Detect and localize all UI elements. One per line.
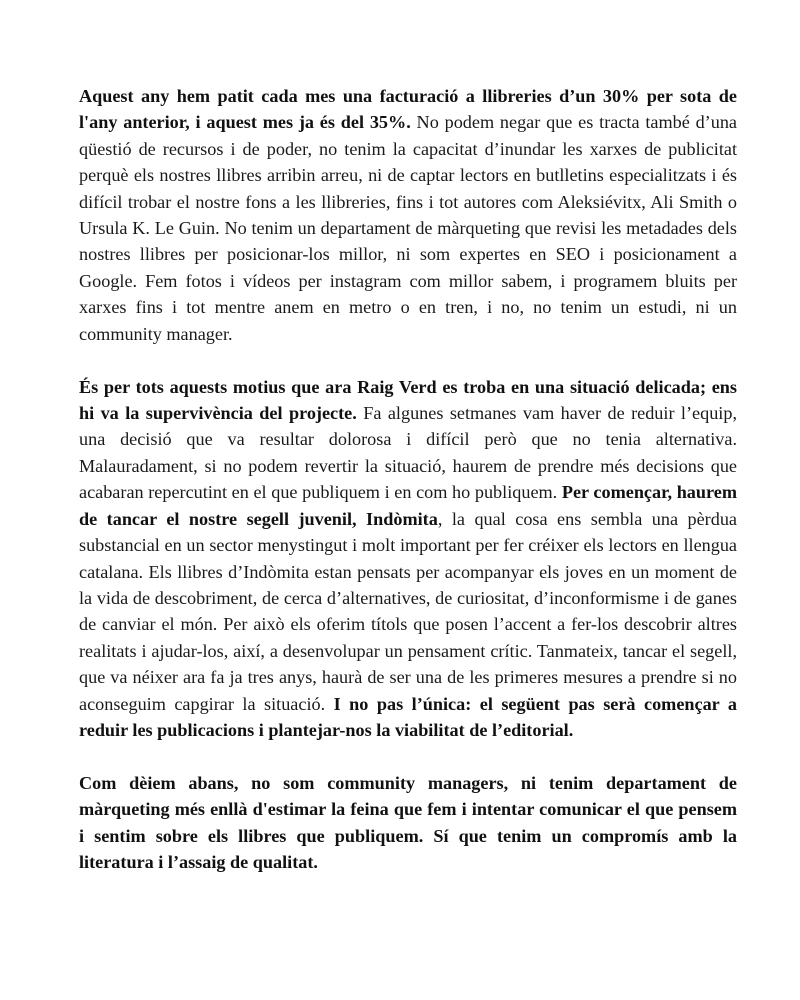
- bold-text: Per començar, haurem de tancar el nostre segell juvenil, Indòmita: [79, 482, 737, 529]
- body-text: , la qual cosa ens sembla una pèrdua substancial en un sector menystingut i molt important per fer créixer els lectors en llengua catalana. Els llibres d’Indòmita estan pensats per acompanyar els joves en un moment de la vida de descobriment, de cerca d’alternatives, de curiositat, d’inconformisme i de ganes de canviar el món. Per això els oferim títols que posen l’accent a fer-los descobrir altres realitats i ajudar-los, així, a desenvolupar un pensament crític. Tanmateix, tancar el segell, que va néixer ara fa ja tres anys, haurà de ser una de les primeres mesures a prendre si no aconseguim capgirar la situació.: [79, 508, 737, 714]
- body-text: No podem negar que es tracta també d’una qüestió de recursos i de poder, no tenim la capacitat d’inundar les xarxes de publicitat perquè els nostres llibres arribin arreu, ni de captar lectors en butlletins especialitzats i és difícil trobar el nostre fons a les llibreries, fins i tot autores com Aleksiévitx, Ali Smith o Ursula K. Le Guin. No tenim un departament de màrqueting que revisi les metadades dels nostres llibres per posicionar-los millor, ni som expertes en SEO i posicionament a Google. Fem fotos i vídeos per instagram com millor sabem, i programem bluits per xarxes fins i tot mentre anem en metro o en tren, i no, no tenim un estudi, ni un community manager.: [79, 112, 737, 344]
- paragraph-project-survival: [79, 374, 737, 744]
- bold-text: Aquest any hem patit cada mes una facturació a llibreries d’un 30% per sota de l'any anterior, i aquest mes ja és del 35%.: [79, 86, 737, 133]
- paragraph-commitment: [79, 770, 737, 876]
- bold-text: I no pas l’única: el següent pas serà començar a reduir les publicacions i plantejar-nos la viabilitat de l’editorial.: [79, 693, 738, 740]
- paragraph-sales-decline: [79, 83, 737, 347]
- bold-text: Com dèiem abans, no som community managers, ni tenim departament de màrqueting més enllà d'estimar la feina que fem i intentar comunicar el que pensem i sentim sobre els llibres que publiquem. Sí que tenim un compromís amb la literatura i l’assaig de qualitat.: [79, 772, 737, 873]
- bold-text: És per tots aquests motius que ara Raig Verd es troba en una situació delicada; ens hi va la supervivència del projecte.: [79, 376, 737, 424]
- body-text: Fa algunes setmanes vam haver de reduir l’equip, una decisió que va resultar dolorosa i difícil però que no tenia alternativa. Malauradament, si no podem revertir la situació, haurem de prendre més decisions que acabaran repercutint en el que publiquem i en com ho publiquem.: [79, 403, 737, 503]
